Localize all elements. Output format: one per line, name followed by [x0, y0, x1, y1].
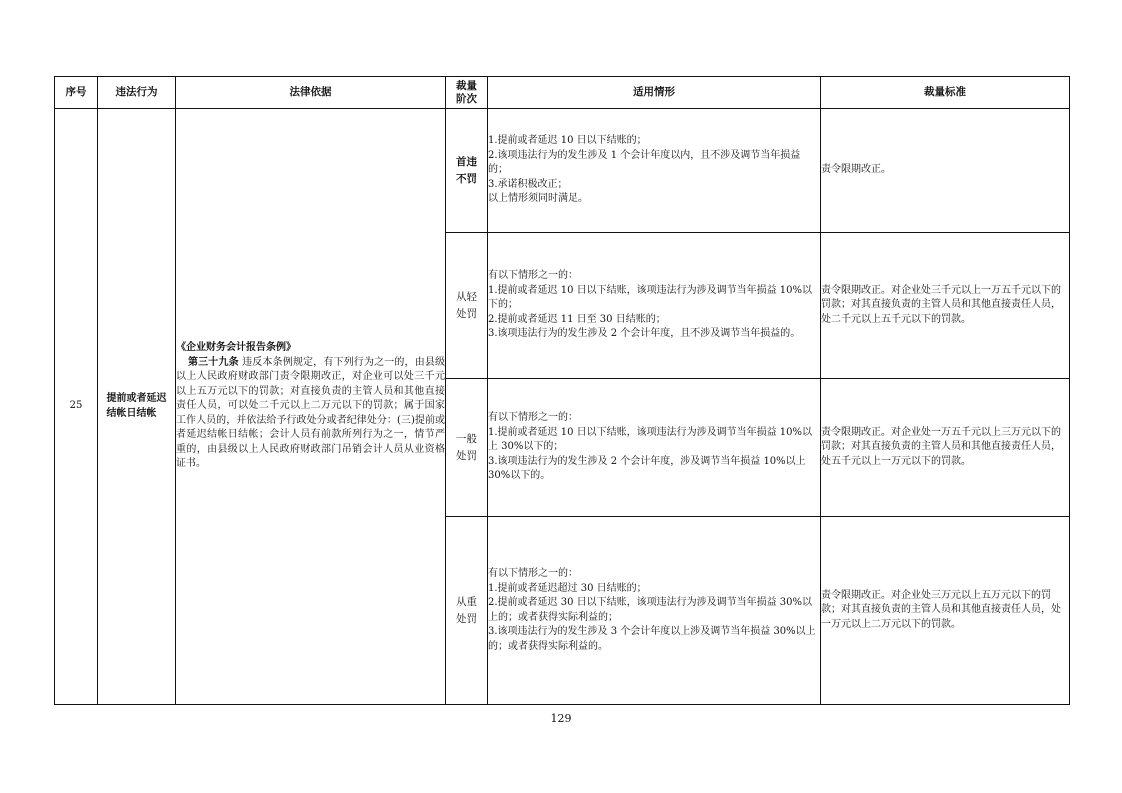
- header-seq: 序号: [55, 77, 98, 109]
- level-line: 处罚: [456, 612, 477, 625]
- cell-situation-tier-4: [488, 517, 821, 705]
- table-header-row: [55, 77, 1070, 109]
- cell-situation-tier-1: [488, 109, 821, 233]
- law-article: [176, 356, 445, 472]
- header-situation: 适用情形: [488, 77, 821, 109]
- cell-level-tier-4: [446, 517, 488, 705]
- cell-situation-tier-3: [488, 379, 821, 517]
- penalty-discretion-table: [54, 76, 1070, 705]
- article-number: 第三十九条: [188, 356, 239, 368]
- cell-seq: 25: [55, 109, 98, 705]
- table-row: [55, 109, 1070, 233]
- header-standard: 裁量标准: [821, 77, 1070, 109]
- header-violation: 违法行为: [98, 77, 176, 109]
- level-line: 处罚: [456, 307, 477, 320]
- cell-level-tier-1: [446, 109, 488, 233]
- law-title: 《企业财务会计报告条例》: [176, 342, 296, 354]
- situation-line: 3.该项违法行为的发生涉及 3 个会计年度以上涉及调节当年损益 30%以上的；或者获得实际利益的。: [488, 626, 816, 652]
- header-legal-basis: 法律依据: [176, 77, 446, 109]
- level-line: 首违: [456, 156, 477, 169]
- situation-line: 2.提前或者延迟 30 日以下结账，该项违法行为涉及调节当年损益 30%以上的；或者获得实际利益的；: [488, 597, 813, 623]
- situation-line: 1.提前或者延迟 10 日以下结账的；: [488, 135, 647, 147]
- level-line: 从轻: [456, 291, 477, 304]
- cell-standard-tier-4: 责令限期改正。对企业处三万元以上五万元以下的罚款；对其直接负责的主管人员和其他直接责任人员，处一万元以上二万元以下的罚款。: [821, 517, 1070, 705]
- cell-situation-tier-2: [488, 233, 821, 379]
- header-level-text: 裁量阶次: [456, 79, 477, 105]
- situation-line: 1.提前或者延迟 10 日以下结账，该项违法行为涉及调节当年损益 10%以下的；: [488, 284, 813, 311]
- situation-line: 1.提前或者延迟 10 日以下结账，该项违法行为涉及调节当年损益 10%以上 30%以下的；: [488, 426, 813, 453]
- page-number: 129: [550, 712, 572, 725]
- situation-line: 3.该项违法行为的发生涉及 2 个会计年度，且不涉及调节当年损益的。: [488, 328, 801, 340]
- cell-standard-tier-3: 责令限期改正。对企业处一万五千元以上三万元以下的罚款；对其直接负责的主管人员和其他直接责任人员，处五千元以上一万元以下的罚款。: [821, 379, 1070, 517]
- situation-line: 2.提前或者延迟 11 日至 30 日结账的；: [488, 313, 666, 325]
- situation-line: 有以下情形之一的：: [488, 412, 578, 424]
- cell-standard-tier-1: 责令限期改正。: [821, 109, 1070, 233]
- situation-line: 1.提前或者延迟超过 30 日结账的；: [488, 582, 647, 594]
- cell-level-tier-2: [446, 233, 488, 379]
- level-line: 处罚: [456, 449, 477, 462]
- cell-level-tier-3: [446, 379, 488, 517]
- situation-line: 以上情形须同时满足。: [488, 193, 588, 205]
- situation-line: 有以下情形之一的：: [488, 270, 578, 282]
- article-text: 违反本条例规定，有下列行为之一的，由县级以上人民政府财政部门责令限期改正，对企业可以处三千元以上五万元以下的罚款；对直接负责的主管人员和其他直接责任人员，可以处二千元以上二万元以下的罚款；属于国家工作人员的，并依法给予行政处分或者纪律处分：(三)提前或者延迟结帐日结帐；会计人员有前款所列行为之一，情节严重的，由县级以上人民政府财政部门吊销会计人员从业资格证书。: [176, 356, 446, 470]
- violation-text: 提前或者延迟结帐日结帐: [106, 393, 167, 419]
- situation-line: 2.该项违法行为的发生涉及 1 个会计年度以内，且不涉及调节当年损益的；: [488, 149, 801, 176]
- cell-legal-basis: [176, 109, 446, 705]
- level-line: 从重: [456, 596, 477, 609]
- header-level: [446, 77, 488, 109]
- cell-violation: [98, 109, 176, 705]
- situation-line: 3.承诺积极改正；: [488, 178, 568, 190]
- situation-line: 有以下情形之一的：: [488, 568, 578, 579]
- level-line: 不罚: [456, 172, 477, 185]
- situation-line: 3.该项违法行为的发生涉及 2 个会计年度，涉及调节当年损益 10%以上 30%以下的。: [488, 455, 806, 482]
- level-line: 一般: [456, 433, 477, 446]
- cell-standard-tier-2: 责令限期改正。对企业处三千元以上一万五千元以下的罚款；对其直接负责的主管人员和其他直接责任人员，处二千元以上五千元以下的罚款。: [821, 233, 1070, 379]
